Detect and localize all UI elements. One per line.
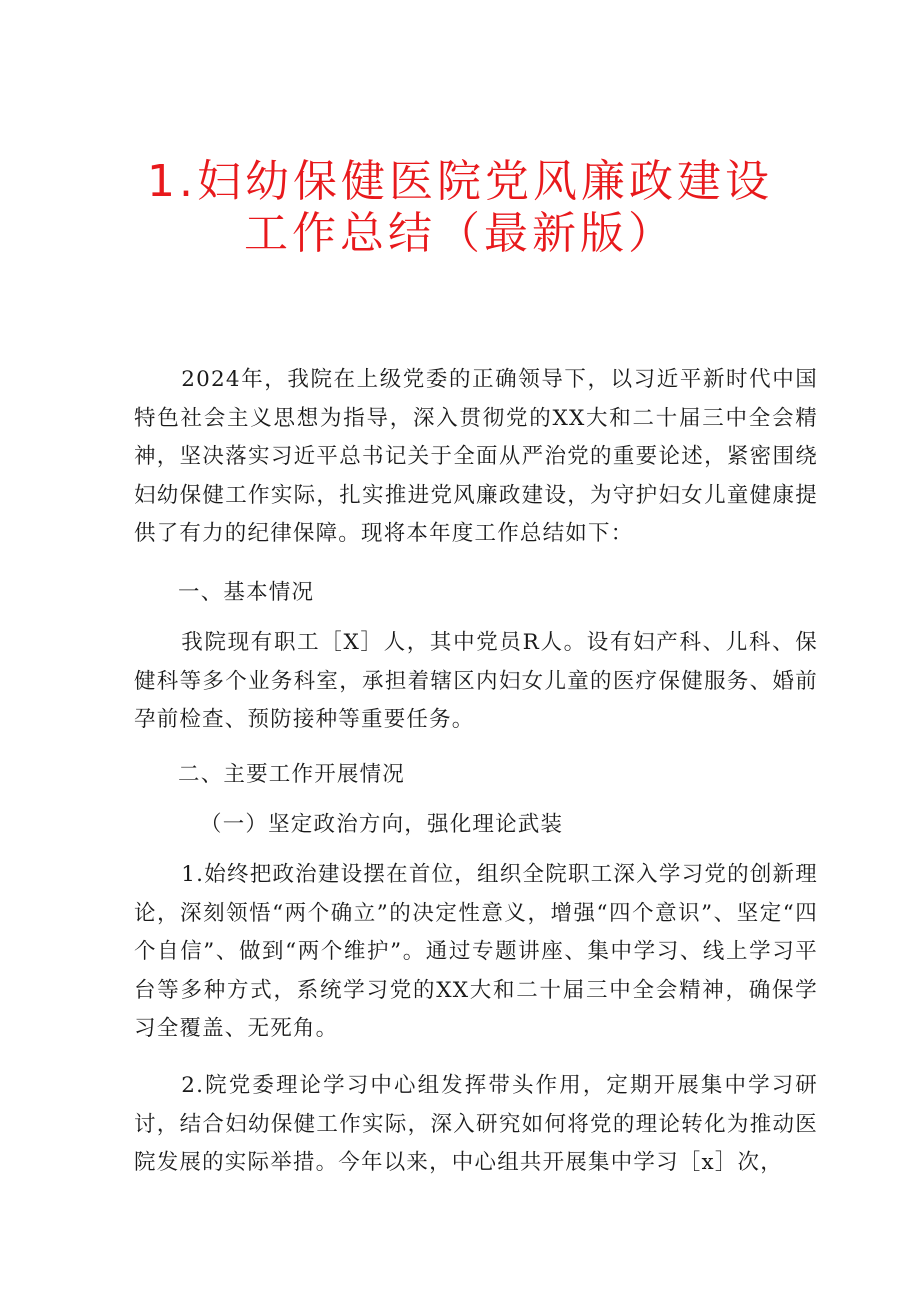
document-title-line-2: 工作总结（最新版）: [244, 208, 676, 259]
basic-situation-paragraph: 我院现有职工［X］人，其中党员R人。设有妇产科、儿科、保健科等多个业务科室，承担着辖区内妇女儿童的医疗保健服务、婚前孕前检查、预防接种等重要任务。: [134, 630, 818, 732]
intro-paragraph: 2024年，我院在上级党委的正确领导下，以习近平新时代中国特色社会主义思想为指导，深入贯彻党的XX大和二十届三中全会精神，坚决落实习近平总书记关于全面从严治党的重要论述，紧密围绕妇幼保健工作实际，扎实推进党风廉政建设，为守护妇女儿童健康提供了有力的纪律保障。现将本年度工作总结如下：: [134, 367, 818, 546]
subsection-heading-political-direction: （一）坚定政治方向，强化理论武装: [200, 812, 564, 837]
section-heading-basic-situation: 一、基本情况: [178, 580, 315, 605]
item-1-paragraph: 1.始终把政治建设摆在首位，组织全院职工深入学习党的创新理论，深刻领悟“两个确立”的决定性意义，增强“四个意识”、坚定“四个自信”、做到“两个维护”。通过专题讲座、集中学习、线上学习平台等多种方式，系统学习党的XX大和二十届三中全会精神，确保学习全覆盖、无死角。: [134, 862, 818, 1041]
item-2-paragraph: 2.院党委理论学习中心组发挥带头作用，定期开展集中学习研讨，结合妇幼保健工作实际，深入研究如何将党的理论转化为推动医院发展的实际举措。今年以来，中心组共开展集中学习［x］次，: [134, 1073, 818, 1175]
section-heading-main-work: 二、主要工作开展情况: [178, 762, 406, 787]
document-title-line-1: 1.妇幼保健医院党风廉政建设: [147, 156, 773, 207]
